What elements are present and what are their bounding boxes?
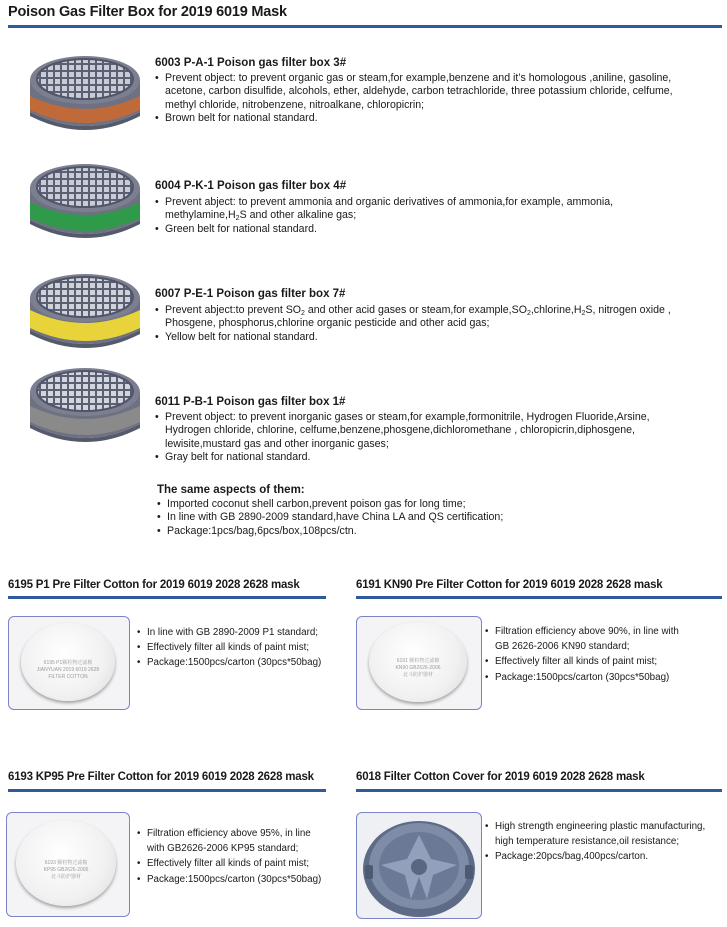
bullet-item: • Filtration efficiency above 95%, in line with GB2626-2006 KP95 standard; — [137, 826, 352, 856]
section-rule — [356, 596, 722, 599]
product-bullets — [155, 304, 725, 344]
product-bullets — [155, 411, 725, 465]
filter-pad-icon — [21, 623, 115, 701]
green-filter-canister-icon — [26, 158, 144, 248]
cotton-6191-bullets — [485, 624, 720, 685]
bullet-item: • Effectively filter all kinds of paint mist; — [137, 640, 347, 655]
section-rule — [8, 596, 326, 599]
gray-filter-canister-icon — [26, 362, 144, 452]
filter-cover-icon — [357, 813, 481, 918]
bullet-item: • Prevent object: to prevent inorganic gases or steam,for example,formonitrile, Hydrogen Fluoride,Arsine, Hydrogen chloride, chlorine, celfume,benzene,phosgene,dichloromethane , chloropicrin,diphosgene, lewisite,mustard gas and other inorganic gases; — [155, 411, 725, 451]
brown-filter-canister-icon — [26, 50, 144, 140]
bullet-item: • Imported coconut shell carbon,prevent poison gas for long time; — [157, 498, 717, 511]
bullet-item: • Effectively filter all kinds of paint mist; — [485, 654, 720, 669]
bullet-item: • High strength engineering plastic manufacturing, high temperature resistance,oil resistance; — [485, 819, 720, 849]
cotton-6018-bullets — [485, 819, 720, 865]
bullet-item: • Prevent object: to prevent organic gas or steam,for example,benzene and it’s homologous ,aniline, gasoline, acetone, carbon disulfide, alcohols, ether, aldehyde, carbon tetrachloride, three potassium chloride, celfume, methyl chloride, nitrobenzene, nitroalkane, chloropicrin; — [155, 72, 725, 112]
product-title: 6004 P-K-1 Poison gas filter box 4# — [155, 180, 347, 192]
cotton-6195-photo — [8, 616, 130, 710]
same-aspects-bullets — [157, 498, 717, 538]
bullet-item: • Prevent abject: to prevent ammonia and organic derivatives of ammonia,for example, ammonia, $methylamine,H_2S$ and other alkaline gas; — [155, 196, 725, 223]
bullet-item: • Package:1500pcs/carton (30pcs*50bag) — [137, 655, 347, 670]
cotton-title-6018: 6018 Filter Cotton Cover for 2019 6019 2028 2628 mask — [356, 771, 645, 783]
same-aspects-title: The same aspects of them: — [157, 484, 305, 496]
product-bullets — [155, 196, 725, 236]
bullet-item: • Brown belt for national standard. — [155, 112, 725, 125]
bullet-item: • Gray belt for national standard. — [155, 451, 725, 464]
cotton-6195-bullets — [137, 625, 347, 671]
section-rule — [8, 789, 326, 792]
pad-print: 6195 P1颗粒物过滤棉 JIANYUAN 2019 6019 2628 FILTER COTTON — [36, 660, 100, 680]
yellow-filter-canister-icon — [26, 268, 144, 358]
cotton-6193-photo — [6, 812, 130, 917]
bullet-item: • Filtration efficiency above 90%, in line with GB 2626-2006 KN90 standard; — [485, 624, 720, 654]
product-bullets — [155, 72, 725, 126]
page-title: Poison Gas Filter Box for 2019 6019 Mask — [8, 4, 287, 20]
bullet-item: • Package:1500pcs/carton (30pcs*50bag) — [485, 670, 720, 685]
pad-print: 6191 颗粒物过滤棉 KN90 GB2626-2006 北斗防护器材 — [395, 658, 441, 678]
filter-pad-icon — [16, 820, 116, 906]
bullet-item: • Package:1pcs/bag,6pcs/box,108pcs/ctn. — [157, 525, 717, 538]
cotton-title-6191: 6191 KN90 Pre Filter Cotton for 2019 6019 2028 2628 mask — [356, 579, 663, 591]
bullet-item: • In line with GB 2890-2009 standard,have China LA and QS certification; — [157, 511, 717, 524]
bullet-item: • Green belt for national standard. — [155, 223, 725, 236]
cotton-cover-6018-photo — [356, 812, 482, 919]
bullet-item: • Yellow belt for national standard. — [155, 331, 725, 344]
bullet-item: • Prevent abject:to prevent $SO_2$ and other acid gases or steam,for $example,SO_2,chlorine,H_2S$, nitrogen oxide , Phosgene, phosphorus,chlorine organic pesticide and other acid gas; — [155, 304, 725, 331]
bullet-item: • In line with GB 2890-2009 P1 standard; — [137, 625, 347, 640]
filter-pad-icon — [369, 622, 467, 702]
section-rule — [356, 789, 722, 792]
cotton-title-6193: 6193 KP95 Pre Filter Cotton for 2019 6019 2028 2628 mask — [8, 771, 314, 783]
bullet-item: • Package:20pcs/bag,400pcs/carton. — [485, 849, 720, 864]
pad-print: 6193 颗粒物过滤棉 KP95 GB2626-2006 北斗防护器材 — [43, 860, 89, 880]
cotton-title-6195: 6195 P1 Pre Filter Cotton for 2019 6019 2028 2628 mask — [8, 579, 300, 591]
title-rule — [8, 25, 722, 28]
cotton-6193-bullets — [137, 826, 352, 887]
product-title: 6003 P-A-1 Poison gas filter box 3# — [155, 57, 347, 69]
product-title: 6011 P-B-1 Poison gas filter box 1# — [155, 396, 346, 408]
product-title: 6007 P-E-1 Poison gas filter box 7# — [155, 288, 346, 300]
bullet-item: • Effectively filter all kinds of paint mist; — [137, 856, 352, 871]
cotton-6191-photo — [356, 616, 482, 710]
bullet-item: • Package:1500pcs/carton (30pcs*50bag) — [137, 872, 352, 887]
